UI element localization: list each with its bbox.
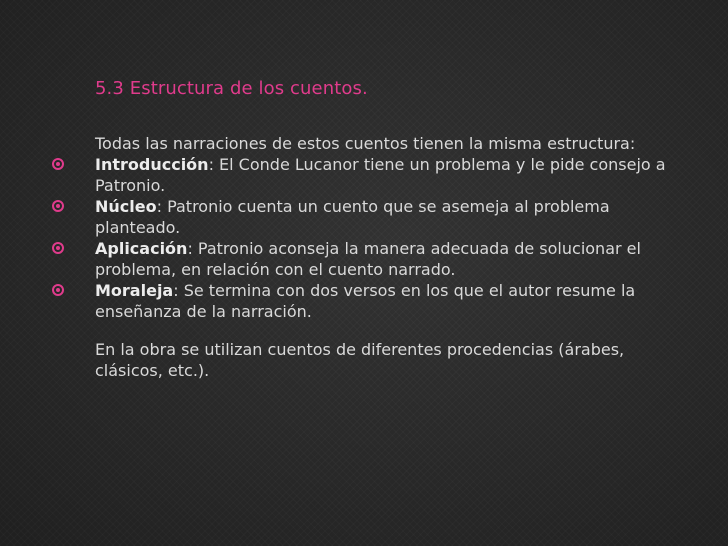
structure-list [0, 154, 700, 322]
circle-bullet-icon [52, 200, 64, 212]
circle-bullet-icon [52, 158, 64, 170]
item-term: Aplicación [95, 239, 188, 258]
closing-paragraph: En la obra se utilizan cuentos de diferentes procedencias (árabes, clásicos, etc.). [95, 340, 625, 380]
list-item-aplicacion [0, 238, 685, 280]
item-text: : Patronio cuenta un cuento que se asemeja al problema planteado. [95, 197, 610, 237]
item-text: : Patronio aconseja la manera adecuada de solucionar el problema, en relación con el cuento narrado. [95, 239, 641, 279]
item-term: Moraleja [95, 281, 174, 300]
circle-bullet-icon [52, 284, 64, 296]
item-text: : El Conde Lucanor tiene un problema y le pide consejo a Patronio. [95, 155, 666, 195]
slide-title: 5.3 Estructura de los cuentos. [95, 78, 368, 99]
item-text: : Se termina con dos versos en los que el autor resume la enseñanza de la narración. [95, 281, 636, 321]
slide-content [0, 133, 700, 381]
item-term: Núcleo [95, 197, 157, 216]
list-item-introduccion [0, 154, 685, 196]
list-item-nucleo [0, 196, 685, 238]
list-item-moraleja [0, 280, 685, 322]
intro-paragraph: Todas las narraciones de estos cuentos tienen la misma estructura: [95, 134, 636, 153]
circle-bullet-icon [52, 242, 64, 254]
item-term: Introducción [95, 155, 209, 174]
